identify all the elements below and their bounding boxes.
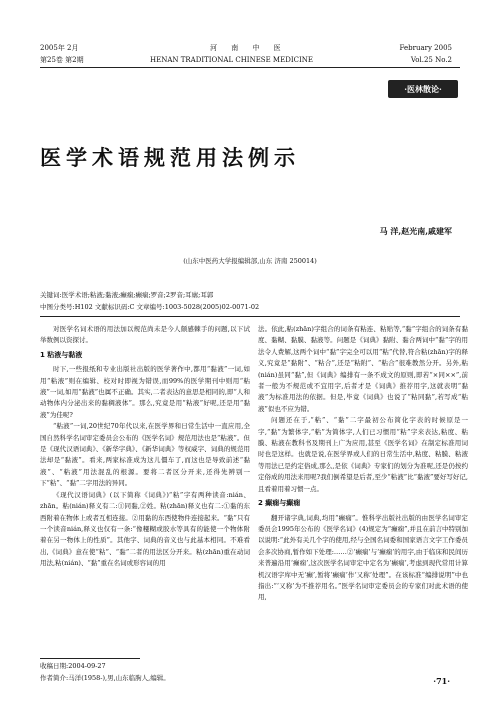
author-bio: 作者简介:马洋(1958-),男,山东临朐人,编辑。 — [40, 674, 170, 682]
header-rule — [40, 67, 460, 68]
header-journal-en: HENAN TRADITIONAL CHINESE MEDICINE — [150, 56, 313, 64]
page-number: ·71· — [433, 676, 450, 686]
section-heading-2: 2 癫痫与癫痫 — [258, 499, 301, 508]
header-issue-cn: 第25卷 第2期 — [40, 56, 84, 64]
body-paragraph: 时下,一些报纸和专业出版社出版的医学著作中,都用“黏液”一词,如用“粘液”则在编辑、校对时即视为错误,而99%的医学期刊中则用“粘液”一词,如用“黏液”也属不正确。其实,二者表达的意思是相同的,即“人和动物体内分泌出来的黏稠液体”。那么,究竟是用“粘液”好呢,还是用“黏液”为佳呢? — [40, 365, 250, 419]
section-heading-1: 1 粘液与黏液 — [40, 350, 83, 359]
right-column — [258, 324, 468, 604]
header-date-en: February 2005 — [399, 44, 452, 52]
classification-line: 中图分类号:H102 文献标识码:C 文章编号:1003-5028(2005)02-0071-02 — [40, 303, 260, 311]
body-paragraph: 法。依此,粘(zhān)字组合的词条有粘连、粘贴等,“黏”字组合的词条有黏度、黏糊、黏膜、黏液等。问题是《词典》黏附、黏合两词中“黏”字的用法令人费解,这两个词中“黏”字完全可以用“粘”代替,符合粘(zhān)字的释义,究竟是“黏附”、“粘合”,还是“粘附”、“粘合”很难教然分开。另外,粘(nián)虽同“黏”,但《词典》编排有一条不成文的原则,即若“×同××”,前者一般为不规范或不宜用字,后者才是《词典》推荐用字,这就表明“黏液”为标准用法的依据。但是,毕竟《词典》也说了“粘同黏”,若写成“粘液”似也不应为错。 — [258, 325, 468, 413]
article-title: 医学术语规范用法例示 — [40, 145, 300, 170]
footnote-rule — [40, 658, 140, 659]
column-banner: ·医林散论· — [388, 80, 458, 98]
intro-paragraph: 对医学名词术语的用法加以规范尚未是今人颇感棘手的问题,以下试举数例以资探讨。 — [40, 325, 250, 345]
body-paragraph: 《现代汉语词典》(以下简称《词典》)“粘”字有两种读音:nián、zhān。粘(nián)释义有二:①同黏,②姓。粘(zhān)释义也有二:①黏的东西附着在物体上或者互相连接。②用黏的东西使物件连接起来。“黏”只有一个读音nián,释义也仅有一条:“像糨糊或胶水等具有的能使一个物体附着在另一物体上的性质”。其他字、词典的音义也与此基本相同。不难看出,《词典》意在使“粘”、“黏”二者的用法区分开来。粘(zhān)重在动词用法,粘(nián)、“黏”重在名词或形容词的用 — [40, 490, 250, 568]
abstract-rule — [40, 316, 460, 317]
header-date-cn: 2005年 2月 — [40, 44, 79, 52]
author-affiliation: (山东中医药大学报编辑部,山东 济南 250014) — [183, 257, 317, 265]
keywords: 关键词:医学术语;粘液;黏液;癫痫;癫痫;罗音;2罗音;耳廓;耳郭 — [40, 291, 214, 299]
received-date: 收稿日期:2004-09-27 — [40, 662, 106, 670]
body-paragraph: “粘液”一词,20世纪70年代以来,在医学界和日常生活中一直应用,全国自然科学名词审定委员会公布的《医学名词》规范用法也是“粘液”。但是《现代汉语词典》、《新华字典》、《新华词典》等权威字、词典的规范用法却是“黏液”。看来,两家标准成为这儿僵车了,而这也是导致前述“黏液”、“粘液”用法混乱的根源。要将二者区分开来,还得先辨别一下“粘”、“黏”二字用法的异同。 — [40, 422, 250, 488]
header-journal-cn: 河 南 中 医 — [210, 44, 287, 52]
article-authors: 马 洋,赵光南,戚建军 — [379, 226, 452, 236]
left-column — [40, 324, 250, 570]
body-paragraph: 问题还在于,“粘”、“黏”二字最初公布简化字表的时候原是一字,“黏”为繁体字,“粘”为简体字,人们已习惯用“粘”字来表达,粘度、粘膜、粘液在教科书及期刊上广为应用,甚至《医学名词》在制定标准用词时也是这样。也就是说,在医学界或人们的日常生活中,粘度、粘膜、粘液等用法已是约定俗成,那么,是依《词典》专家们的划分为准呢,还是仍按约定俗成的用法来用呢?我们倒希望是后者,至少“粘液”比“黏液”要好写好记,且看着用着习惯一点。 — [258, 416, 468, 493]
header-issue-en: Vol.25 No.2 — [410, 56, 452, 64]
body-paragraph: 翻开诸字典,词典,均用“癫痫”。惟科学出版社出版的由医学名词审定委员会1995年公布的《医学名词》(4)规定为“癫痫”,并且在前言中特别加以说明:“此外有关几个字的使用,经与全国名词委和国家语言文字工作委员会多次协商,暂作如下处理:……②‘癫痫’与‘癫痫’的用字,由于临床和民间历来普遍沿用‘癫痫’,这次医学名词审定中定名为‘癫痫’,考虑到现代常用计算机汉语字库中无‘癫’,暂将‘癫痫’作‘又称’处理”。在该标准“编排说明”中也指出:“‘又称’为不推荐用名。”医学名词审定委员会的专家们对此术语的使用, — [258, 513, 468, 602]
